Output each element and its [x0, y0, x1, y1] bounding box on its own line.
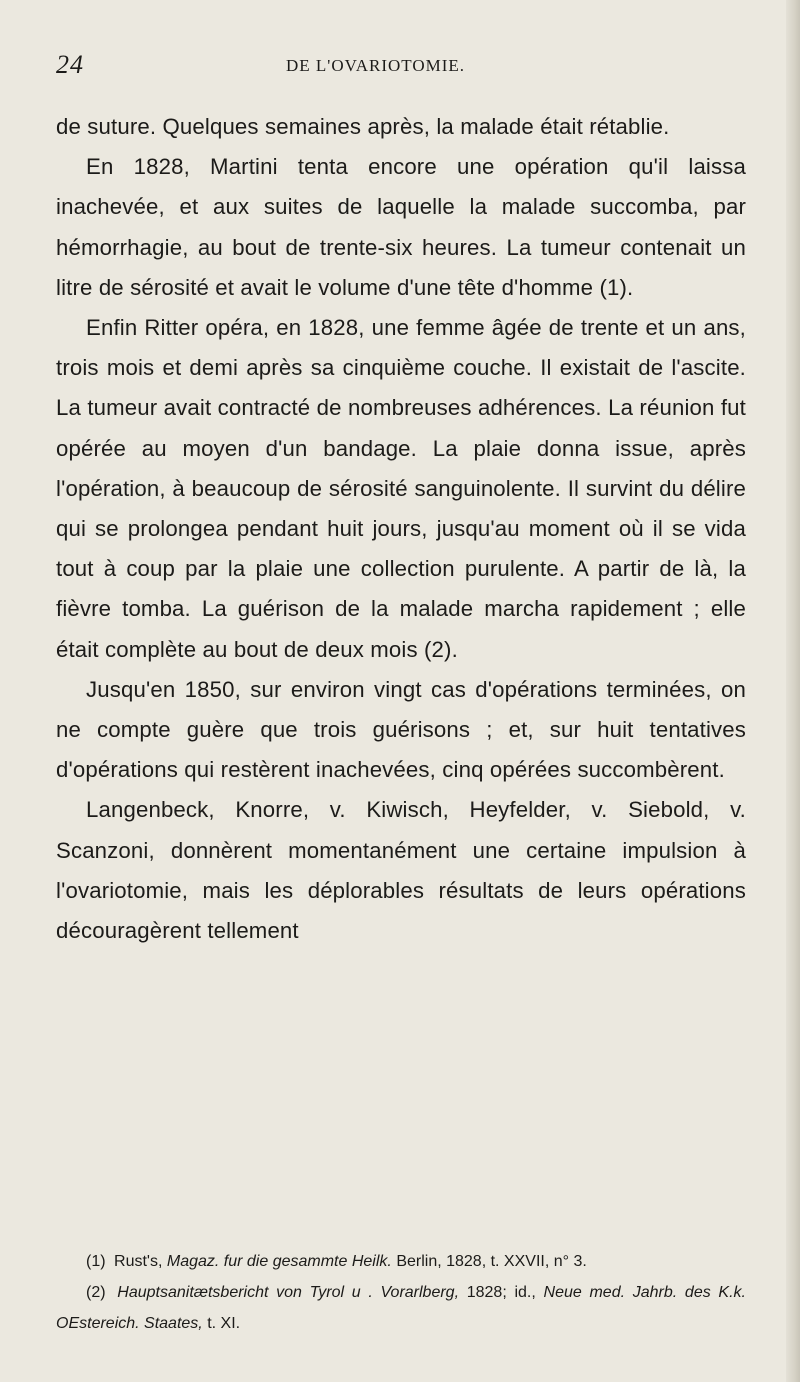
running-title: DE L'OVARIOTOMIE.: [286, 56, 466, 75]
footnote-mark: (2): [86, 1284, 106, 1301]
paragraph-statistics: Jusqu'en 1850, sur environ vingt cas d'opérations terminées, on ne compte guère que trois guérisons ; et, sur huit tentatives d'opérations qui restèrent inachevées, cinq opérées succombèrent.: [56, 676, 746, 783]
footnote-journal: Hauptsanitætsbericht von Tyrol u . Vorarlberg,: [117, 1284, 460, 1301]
footnote-2: [56, 1277, 746, 1339]
page-number: 24: [56, 50, 84, 79]
footnote-1: [56, 1246, 746, 1277]
paragraph-martini: En 1828, Martini tenta encore une opération qu'il laissa inachevée, et aux suites de laquelle la malade succomba, par hémorrhagie, au bout de trente-six heures. La tumeur contenait un litre de sérosité et avait le volume d'une tête d'homme (1).: [56, 154, 746, 300]
footnote-reference: 1828; id.,: [466, 1284, 536, 1301]
body-text: [56, 107, 746, 951]
footnote-reference-2: t. XI.: [207, 1315, 241, 1332]
footnote-journal: Magaz. fur die gesammte Heilk.: [166, 1253, 392, 1270]
footnote-mark: (1): [86, 1253, 106, 1270]
footnote-journal-2: Neue med. Jahrb. des K.k. OEstereich. Staates,: [56, 1284, 746, 1332]
paragraph-ritter: Enfin Ritter opéra, en 1828, une femme âgée de trente et un ans, trois mois et demi après sa cinquième couche. Il existait de l'ascite. La tumeur avait contracté de nombreuses adhérences. La réunion fut opérée au moyen d'un bandage. La plaie donna issue, après l'opération, à beaucoup de sérosité sanguinolente. Il survint du délire qui se prolongea pendant huit jours, jusqu'au moment où il se vida tout à coup par la plaie une collection purulente. A partir de là, la fièvre tomba. La guérison de la malade marcha rapidement ; elle était complète au bout de deux mois (2).: [56, 315, 746, 662]
page-edge-shadow: [786, 0, 800, 1382]
paragraph-continuation: de suture. Quelques semaines après, la malade était rétablie.: [56, 114, 670, 139]
footnote-author: Rust's,: [114, 1253, 163, 1270]
footnotes: [56, 1246, 746, 1339]
paragraph-langenbeck: Langenbeck, Knorre, v. Kiwisch, Heyfelder, v. Siebold, v. Scanzoni, donnèrent momentanément une certaine impulsion à l'ovariotomie, mais les déplorables résultats de leurs opérations découragèrent tellement: [56, 797, 746, 944]
running-head: [56, 50, 716, 84]
footnote-reference: Berlin, 1828, t. XXVII, n° 3.: [396, 1253, 587, 1270]
